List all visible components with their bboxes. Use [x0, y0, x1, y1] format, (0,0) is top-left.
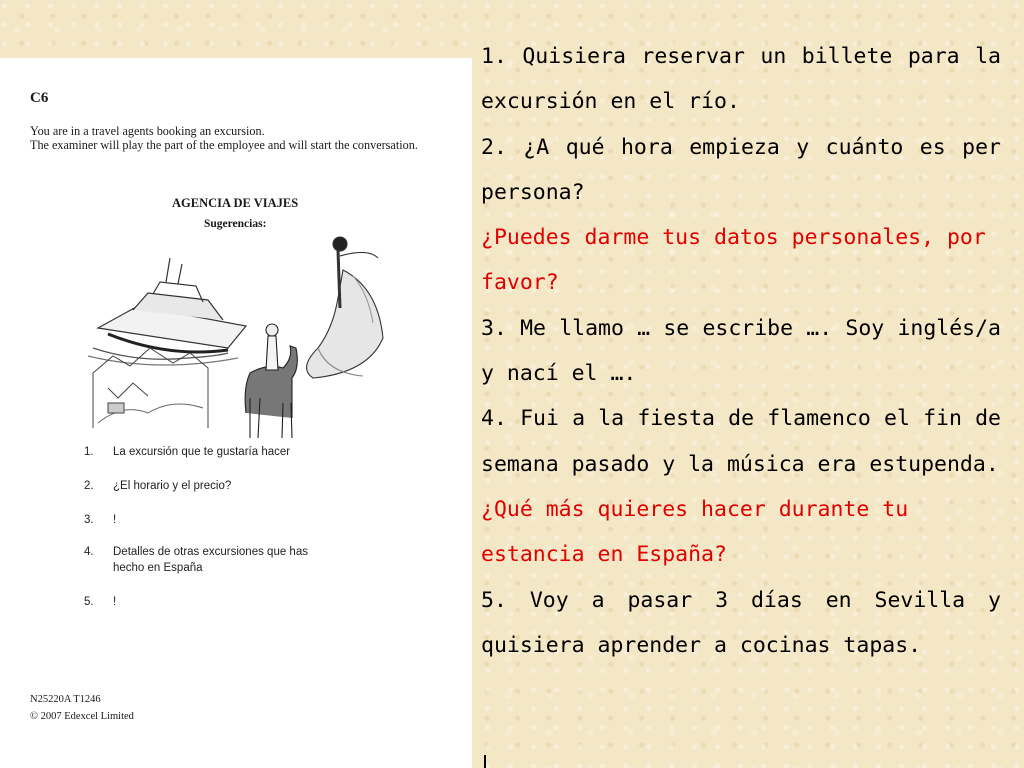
answer-1: 1. Quisiera reservar un billete para la excursión en el río. — [481, 44, 1001, 115]
exam-sheet-image — [0, 58, 472, 768]
text-cursor — [484, 755, 486, 768]
agency-title: AGENCIA DE VIAJES — [172, 196, 299, 210]
item-text: ¿El horario y el precio? — [113, 480, 232, 492]
item-number: 2. — [84, 480, 94, 492]
answer-5: 5. Voy a pasar 3 días en Sevilla y quisiera aprender a cocinas tapas. — [481, 587, 1001, 658]
boat-icon — [88, 258, 246, 365]
instruction-line-1: You are in a travel agents booking an excursion. — [30, 124, 265, 138]
item-text: ! — [113, 596, 117, 608]
footer-copyright: © 2007 Edexcel Limited — [30, 711, 134, 722]
exam-code: C6 — [30, 90, 49, 106]
examiner-question-1: ¿Puedes darme tus datos personales, por favor? — [481, 225, 986, 296]
horse-rider-icon — [245, 324, 297, 438]
answer-2: 2. ¿A qué hora empieza y cuánto es per persona? — [481, 134, 1001, 205]
item-text: ! — [113, 514, 117, 526]
footer-code: N25220A T1246 — [30, 694, 101, 705]
answer-3: 3. Me llamo … se escribe …. Soy inglés/a y nací el …. — [481, 315, 1001, 387]
item-number: 3. — [84, 514, 94, 526]
answer-text-block — [481, 34, 1001, 668]
item-text: hecho en España — [113, 562, 203, 574]
item-text: Detalles de otras excursiones que has — [113, 546, 308, 558]
exam-instructions — [30, 124, 453, 152]
item-number: 4. — [84, 546, 94, 558]
item-number: 1. — [84, 446, 94, 458]
instruction-line-2: The examiner will play the part of the employee and will start the conversation. — [30, 138, 418, 152]
flamenco-dancer-icon — [307, 237, 383, 378]
travel-illustration — [78, 198, 398, 438]
suggestions-label: Sugerencias: — [204, 218, 267, 230]
answer-4: 4. Fui a la fiesta de flamenco el fin de semana pasado y la música era estupenda. — [481, 406, 1001, 477]
examiner-question-2: ¿Qué más quieres hacer durante tu estancia en España? — [481, 496, 909, 568]
item-text: La excursión que te gustaría hacer — [113, 446, 291, 458]
item-number: 5. — [84, 596, 94, 608]
